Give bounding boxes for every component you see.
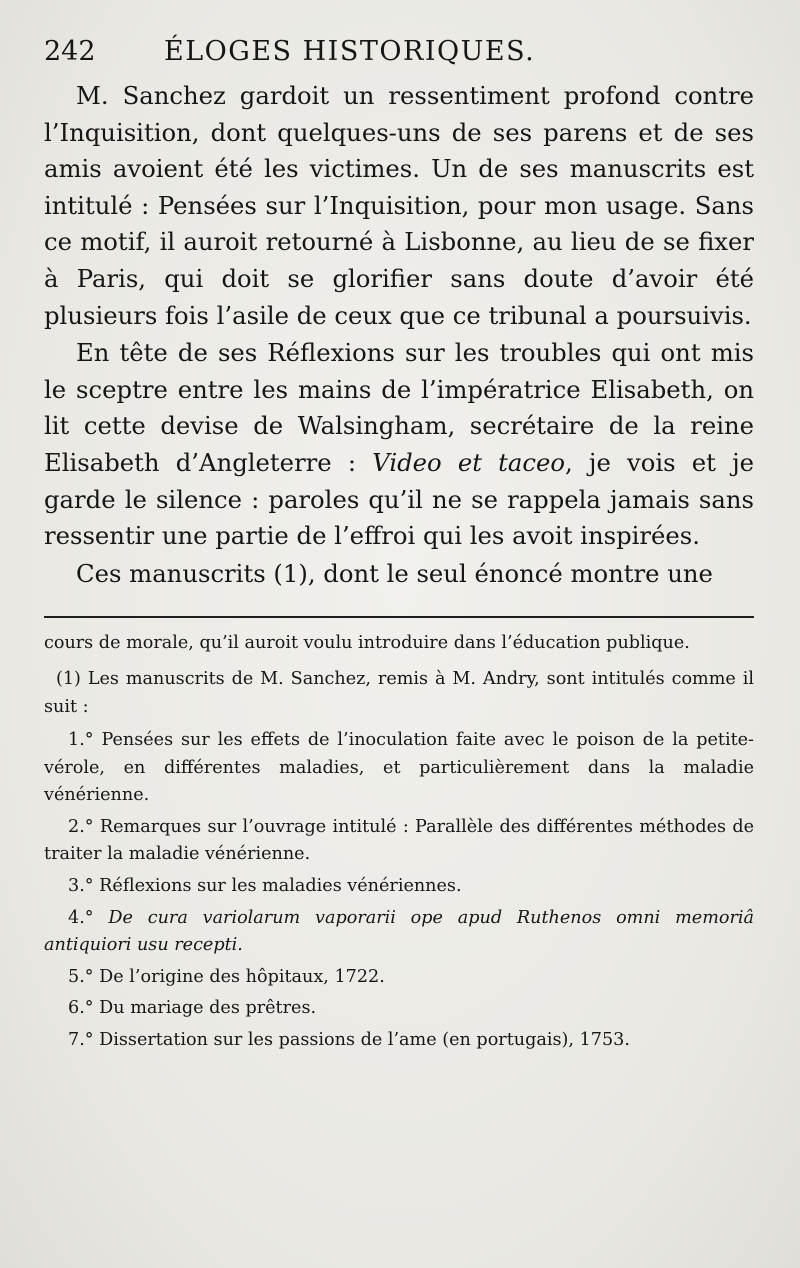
paragraph-motto [44,335,754,555]
manuscript-item-5: 5.° De l’origine des hôpitaux, 1722. [68,966,385,987]
page-header [44,36,754,76]
main-text [44,78,754,592]
manuscript-item-1: 1.° Pensées sur les effets de l’inoculation faite avec le poison de la petite-vérole, en différentes maladies, et particulièrement dans la maladie vénérienne. [44,730,754,806]
motto-latin: Video et taceo [372,447,566,477]
paragraph-manuscripts: Ces manuscrits (1), dont le seul énoncé montre une [76,558,713,588]
footnotes [44,630,754,1054]
manuscript-item-3: 3.° Réflexions sur les maladies vénériennes. [68,876,462,897]
manuscript-item-4-number: 4.° [68,907,109,928]
footnote-1: (1) Les manuscrits de M. Sanchez, remis à M. Andry, sont intitulés comme il suit : [44,668,754,717]
running-title: ÉLOGES HISTORIQUES. [164,36,536,67]
manuscript-item-4 [44,905,754,960]
paragraph-inquisition: M. Sanchez gardoit un ressentiment profond contre l’Inquisition, dont quelques-uns de ses parens et de ses amis avoient été les victimes. Un de ses manuscrits est intitulé : Pensées sur l’Inquisition, pour mon usage. Sans ce motif, il auroit retourné à Lisbonne, au lieu de se fixer à Paris, qui doit se glorifier sans doute d’avoir été plusieurs fois l’asile de ceux que ce tribunal a poursuivis. [44,81,754,330]
manuscript-item-7: 7.° Dissertation sur les passions de l’ame (en portugais), 1753. [68,1030,630,1051]
motto-intro: En tête de ses Réflexions sur les troubles qui ont mis le sceptre entre les mains de l’impératrice Elisabeth, on lit cette devise de Walsingham, secrétaire de la reine Elisabeth d’Angleterre : [44,338,754,477]
motto-translation: , je vois et je garde le silence : paroles qu’il ne se rappela jamais sans ressentir une partie de l’effroi qui les avoit inspirées. [44,447,755,551]
manuscript-item-4-latin: De cura variolarum vaporarii ope apud Ruthenos omni memoriâ antiquiori usu recepti. [44,907,755,956]
page-number: 242 [44,36,96,67]
note-continuation: cours de morale, qu’il auroit voulu introduire dans l’éducation publique. [44,633,690,654]
manuscript-item-2: 2.° Remarques sur l’ouvrage intitulé : Parallèle des différentes méthodes de traiter la maladie vénérienne. [44,816,754,865]
footnote-divider [44,616,754,618]
manuscript-item-6: 6.° Du mariage des prêtres. [68,998,317,1019]
